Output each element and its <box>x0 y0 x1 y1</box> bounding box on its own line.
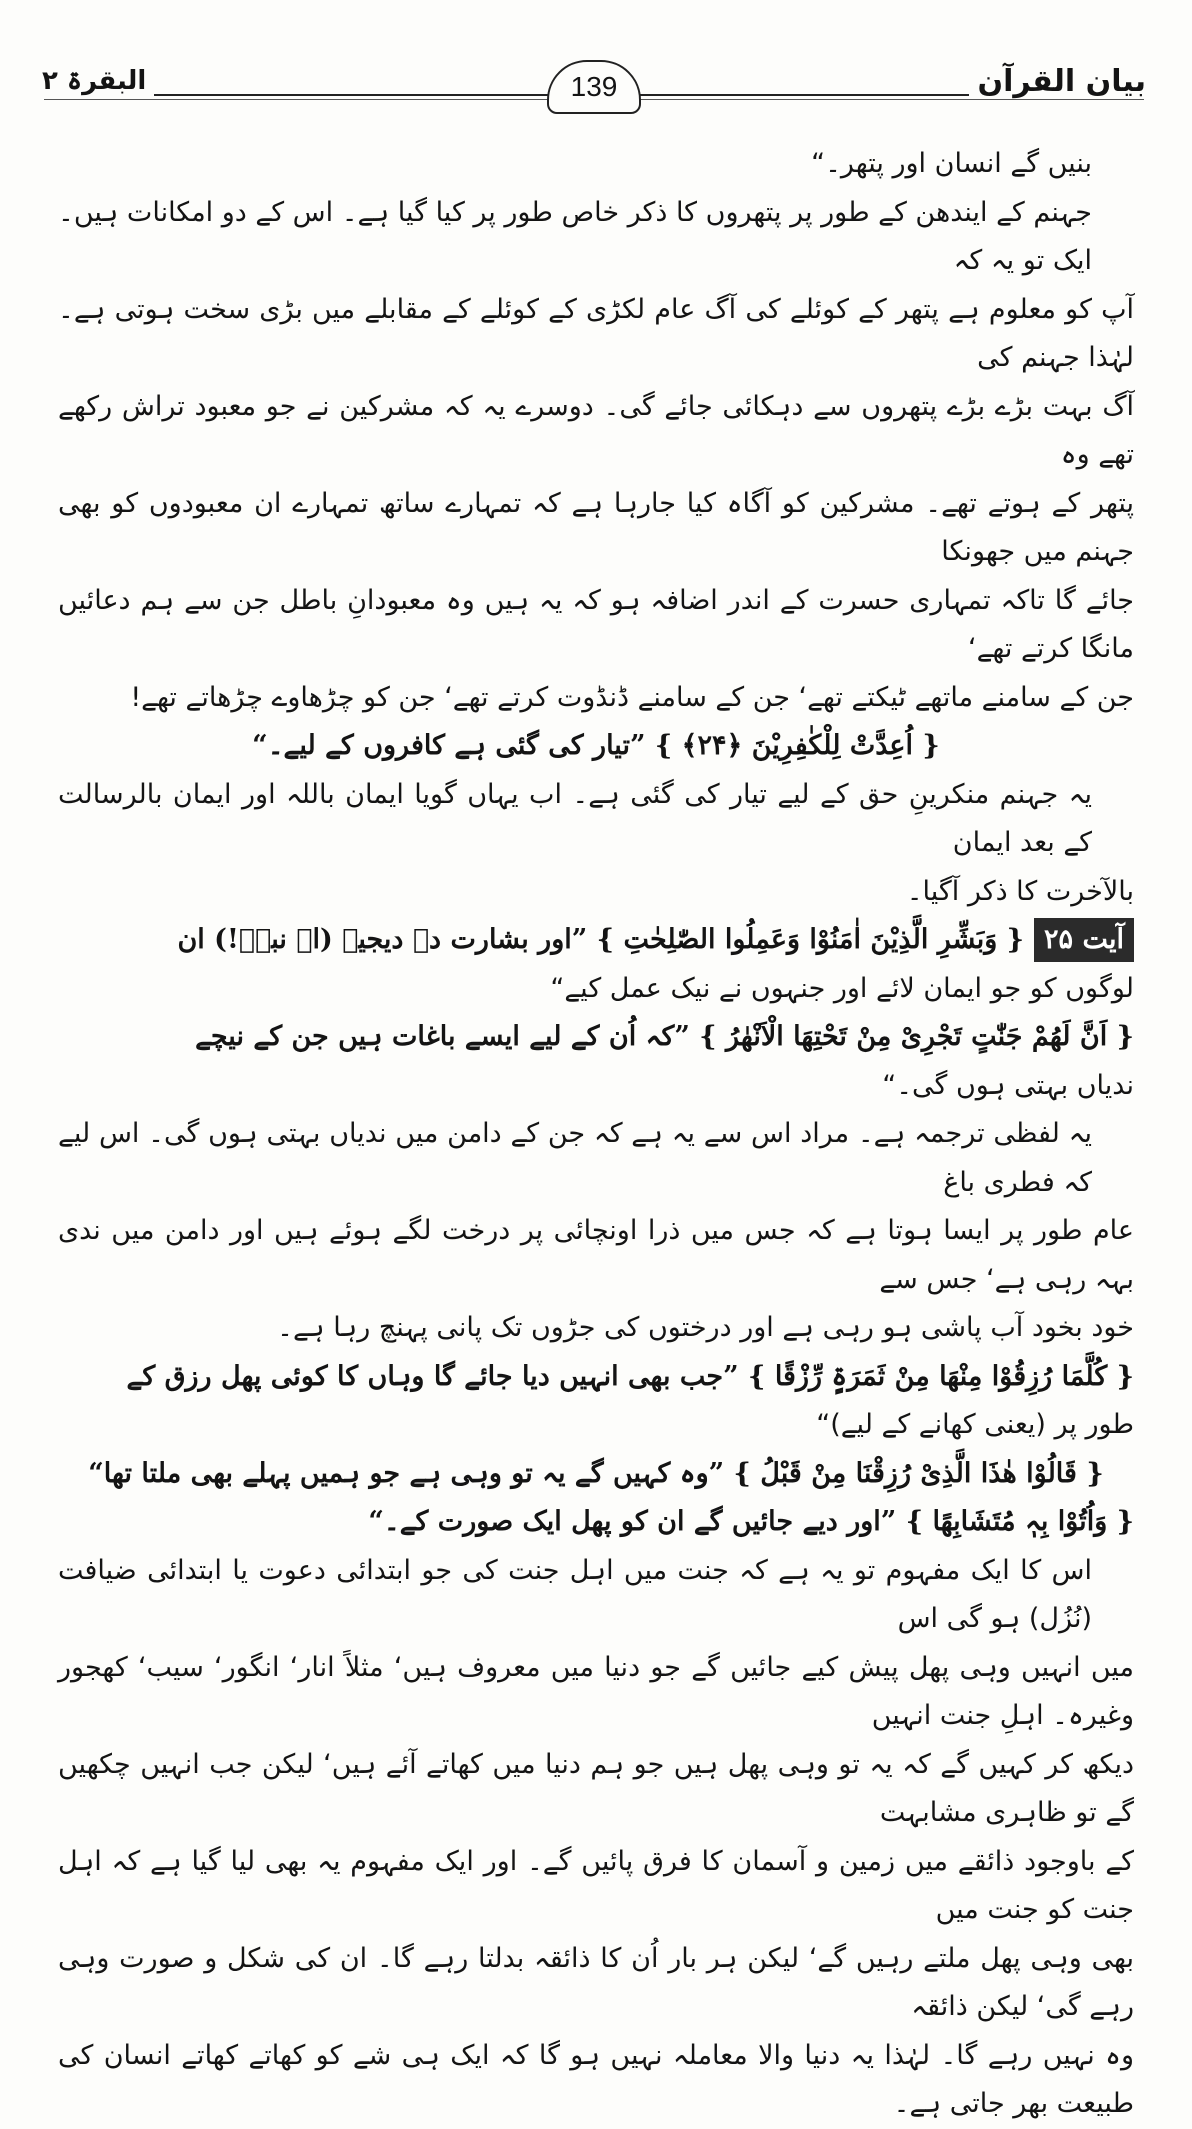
text-line: آگ بہت بڑے بڑے پتھروں سے دہکائی جائے گی۔ دوسرے یہ کہ مشرکین نے جو معبود تراش رکھے تھے وہ <box>58 390 1134 470</box>
ayah-line: { وَاُتُوْا بِہٖ مُتَشَابِھًا } ”اور دیے جائیں گے ان کو پھل ایک صورت کے۔“ <box>368 1506 1134 1537</box>
text-line: خود بخود آب پاشی ہو رہی ہے اور درختوں کی جڑوں تک پانی پہنچ رہا ہے۔ <box>277 1312 1134 1343</box>
text-line: جہنم کے ایندھن کے طور پر پتھروں کا ذکر خاص طور پر کیا گیا ہے۔ اس کے دو امکانات ہیں۔ ایک تو یہ کہ <box>58 196 1092 276</box>
ayah-line: { کُلَّمَا رُزِقُوْا مِنْھَا مِنْ ثَمَرَۃٍ رِّزْقًا } ”جب بھی انہیں دیا جائے گا وہاں کا کوئی پھل رزق کے <box>126 1360 1134 1392</box>
page-number: 139 <box>547 60 641 114</box>
text-line: کے باوجود ذائقے میں زمین و آسمان کا فرق پائیں گے۔ اور ایک مفہوم یہ بھی لیا گیا ہے کہ اہل جنت کو جنت میں <box>58 1845 1134 1925</box>
text-line: یہ جہنم منکرینِ حق کے لیے تیار کی گئی ہے۔ اب یہاں گویا ایمان باللہ اور ایمان بالرسالت کے بعد ایمان <box>58 778 1092 858</box>
text-line: بالآخرت کا ذکر آگیا۔ <box>906 875 1134 907</box>
text-line: وہ نہیں رہے گا۔ لہٰذا یہ دنیا والا معاملہ نہیں ہو گا کہ ایک ہی شے کو کھاتے کھاتے انسان کی طبیعت بھر جاتی ہے۔ <box>58 2039 1134 2119</box>
text-line: جائے گا تاکہ تمہاری حسرت کے اندر اضافہ ہو کہ یہ ہیں وہ معبودانِ باطل جن سے ہم دعائیں مانگا کرتے تھے‘ <box>58 584 1134 664</box>
text-line: عام طور پر ایسا ہوتا ہے کہ جس میں ذرا اونچائی پر درخت لگے ہوئے ہیں اور دامن میں ندی بہہ رہی ہے‘ جس سے <box>58 1215 1134 1295</box>
page-header <box>34 60 1154 120</box>
text-line: یہ لفظی ترجمہ ہے۔ مراد اس سے یہ ہے کہ جن کے دامن میں ندیاں بہتی ہوں گی۔ اس لیے کہ فطری باغ <box>58 1118 1092 1198</box>
text-line: پتھر کے ہوتے تھے۔ مشرکین کو آگاہ کیا جارہا ہے کہ تمہارے ساتھ تمہارے ان معبودوں کو بھی جہنم میں جھونکا <box>58 487 1134 567</box>
text-line: بنیں گے انسان اور پتھر۔“ <box>811 148 1092 179</box>
surah-name: البقرۃ ۲ <box>34 66 154 96</box>
ayah-text: { وَبَشِّرِ الَّذِیْنَ اٰمَنُوْا وَعَمِلُوا الصّٰلِحٰتِ } ”اور بشارت دے دیجیے (اے نبیؐ!) ان <box>177 924 1025 955</box>
text-line: بھی وہی پھل ملتے رہیں گے‘ لیکن ہر بار اُن کا ذائقہ بدلتا رہے گا۔ ان کی شکل و صورت وہی رہے گی‘ لیکن ذائقہ <box>58 1942 1134 2022</box>
text-line: دیکھ کر کہیں گے کہ یہ تو وہی پھل ہیں جو ہم دنیا میں کھاتے آئے ہیں‘ لیکن جب انہیں چکھیں گے تو ظاہری مشابہت <box>58 1748 1134 1828</box>
text-line: طور پر (یعنی کھانے کے لیے)“ <box>816 1409 1134 1440</box>
ayah-line: { اَنَّ لَھُمْ جَنّٰتٍ تَجْرِیْ مِنْ تَحْتِھَا الْاَنْھٰرُ } ”کہ اُن کے لیے ایسے باغات ہیں جن کے نیچے <box>195 1021 1134 1052</box>
text-line: میں انہیں وہی پھل پیش کیے جائیں گے جو دنیا میں معروف ہیں‘ مثلاً انار‘ انگور‘ سیب‘ کھجور وغیرہ۔ اہلِ جنت انہیں <box>58 1651 1134 1731</box>
book-title: بیان القرآن <box>969 64 1154 99</box>
page-body <box>58 140 1134 2129</box>
text-line: جن کے سامنے ماتھے ٹیکتے تھے‘ جن کے سامنے ڈنڈوت کرتے تھے‘ جن کو چڑھاوے چڑھاتے تھے! <box>130 681 1134 713</box>
text-line: آپ کو معلوم ہے پتھر کے کوئلے کی آگ عام لکڑی کے کوئلے کے مقابلے میں بڑی سخت ہوتی ہے۔ لہٰذا جہنم کی <box>58 293 1134 373</box>
text-line: اس کا ایک مفہوم تو یہ ہے کہ جنت میں اہل جنت کی جو ابتدائی دعوت یا ابتدائی ضیافت (نُزُل) ہو گی اس <box>58 1554 1092 1634</box>
text-line: ندیاں بہتی ہوں گی۔“ <box>882 1069 1134 1101</box>
ayah-line: { اُعِدَّتْ لِلْکٰفِرِیْنَ ﴿۲۴﴾ } ”تیار کی گئی ہے کافروں کے لیے۔“ <box>252 730 940 761</box>
ayah-line <box>58 916 1134 965</box>
ayah-number-badge: آیت ۲۵ <box>1034 918 1134 962</box>
ayah-line: { قَالُوْا ھٰذَا الَّذِیْ رُزِقْنَا مِنْ قَبْلُ } ”وہ کہیں گے یہ تو وہی ہے جو ہمیں پہلے بھی ملتا تھا“ <box>88 1457 1104 1489</box>
text-line: لوگوں کو جو ایمان لائے اور جنہوں نے نیک عمل کیے“ <box>550 972 1134 1004</box>
